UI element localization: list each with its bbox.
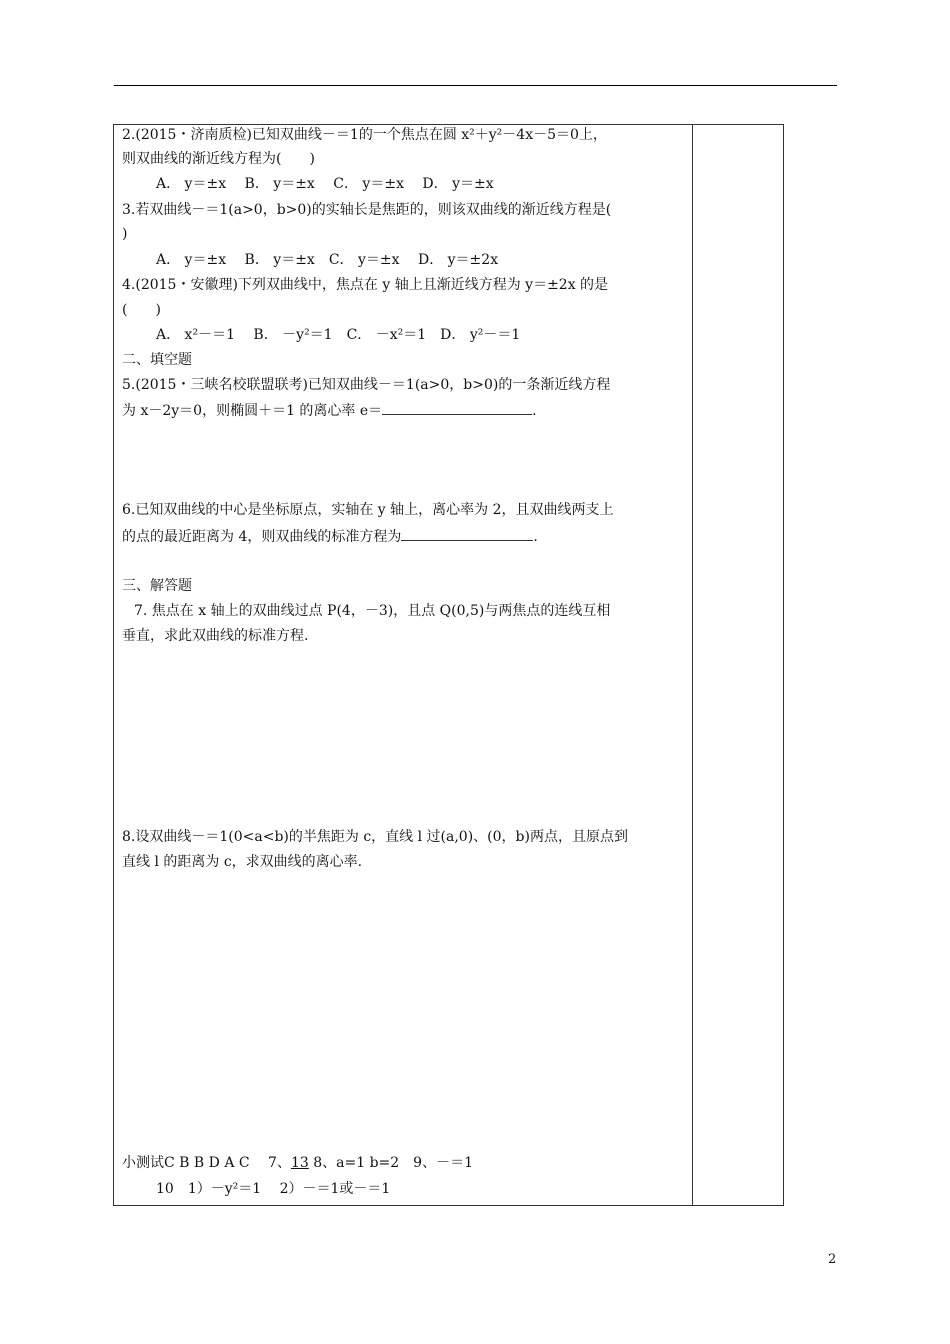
q4-options	[156, 325, 520, 345]
q6-line1: 6.已知双曲线的中心是坐标原点，实轴在 y 轴上，离心率为 2，且双曲线两支上	[122, 502, 614, 518]
q6-answer-blank[interactable]	[401, 526, 533, 541]
q5-answer-blank[interactable]	[382, 400, 532, 415]
q5-line1: 5.(2015・三峡名校联盟联考)已知双曲线－＝1(a>0，b>0)的一条渐近线方程	[122, 377, 611, 393]
answers-line1-underlined: 13	[290, 1155, 309, 1171]
q4-line2: ( )	[122, 302, 161, 318]
q2-options: A． y＝±x B． y＝±x C． y＝±x D． y＝±x	[156, 176, 494, 192]
q5-tail: .	[532, 403, 537, 419]
answers-line1	[122, 1153, 473, 1173]
header-rule	[114, 85, 837, 86]
q6-line2	[122, 526, 538, 547]
column-divider	[692, 124, 693, 1206]
q8-line2: 直线 l 的距离为 c，求双曲线的离心率.	[122, 854, 363, 870]
answers-line1-post: 8、a=1 b=2 9、－＝1	[308, 1155, 473, 1171]
q2-line1: 2.(2015・济南质检)已知双曲线－＝1的一个焦点在圆 x²＋y²－4x－5＝0上，	[122, 127, 607, 143]
q8-line1: 8.设双曲线－＝1(0<a<b)的半焦距为 c，直线 l 过(a,0)、(0，b)两点，且原点到	[122, 829, 628, 845]
section-fill-in-heading: 二、填空题	[122, 352, 192, 368]
q2-line2: 则双曲线的渐近线方程为( )	[122, 151, 315, 167]
q7-line2: 垂直，求此双曲线的标准方程.	[122, 628, 309, 644]
answers-line1-pre: 小测试C B B D A C 7、	[122, 1155, 291, 1171]
section-solve-heading: 三、解答题	[122, 578, 192, 594]
q4-options-text: A． x²－＝1 B． －y²＝1 C． －x²＝1 D． y²－＝1	[156, 327, 521, 343]
q5-line2-text: 为 x－2y＝0，则椭圆＋＝1 的离心率 e＝	[122, 403, 383, 419]
answers-line2: 10 1）－y²＝1 2）－＝1或－＝1	[156, 1181, 391, 1197]
q6-line2-text: 的点的最近距离为 4，则双曲线的标准方程为	[122, 529, 402, 545]
q3-line2: )	[122, 226, 128, 242]
q4-line1: 4.(2015・安徽理)下列双曲线中，焦点在 y 轴上且渐近线方程为 y＝±2x 的是	[122, 277, 609, 293]
q3-options: A． y＝±x B． y＝±x C． y＝±x D． y＝±2x	[156, 252, 499, 268]
q3-line1: 3.若双曲线－＝1(a>0，b>0)的实轴长是焦距的，则该双曲线的渐近线方程是(	[122, 202, 612, 218]
q7-line1: 7. 焦点在 x 轴上的双曲线过点 P(4，－3)，且点 Q(0,5)与两焦点的连线互相	[134, 603, 611, 619]
page-number: 2	[828, 1252, 837, 1267]
q5-line2	[122, 400, 537, 421]
q6-tail: .	[533, 529, 538, 545]
